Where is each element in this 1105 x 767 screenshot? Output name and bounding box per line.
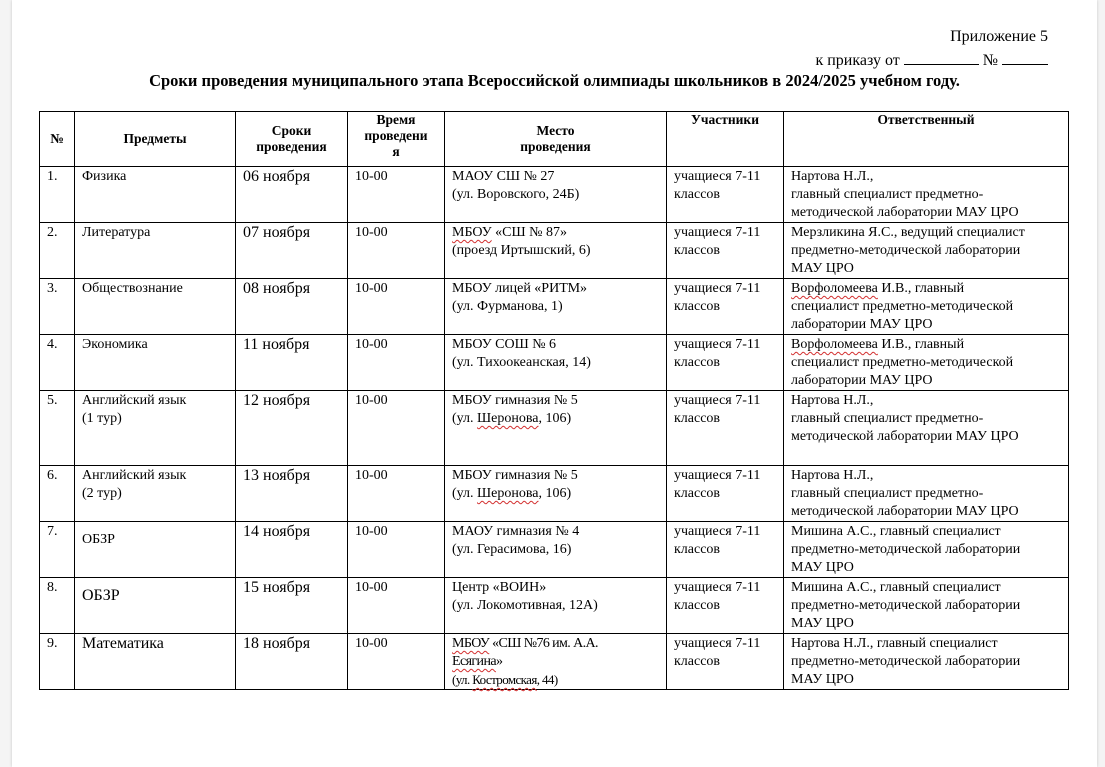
subject-cell: Экономика [75,335,236,391]
table-header-row [40,112,1069,167]
participants-cell: учащиеся 7-11 классов [667,522,784,578]
column-header-participants: Участники [667,112,784,167]
column-header-place: Место проведения [445,112,667,167]
order-number-blank [1002,50,1048,65]
date-cell: 14 ноября [236,522,348,578]
spellcheck-word: МБОУ [452,636,490,651]
spellcheck-word: Шеронова [477,411,539,426]
time-cell: 10-00 [348,223,445,279]
responsible-cell: Нартова Н.Л., главный специалист предметно- методической лаборатории МАУ ЦРО [784,167,1069,223]
appendix-label: Приложение 5 [950,28,1048,45]
table-row [40,634,1069,690]
table-row [40,466,1069,522]
date-cell: 18 ноября [236,634,348,690]
responsible-cell: Ворфоломеева И.В., главный специалист предметно-методической лаборатории МАУ ЦРО [784,335,1069,391]
column-header-number: № [40,112,75,167]
order-reference [815,50,1048,70]
time-cell: 10-00 [348,167,445,223]
subject-cell: ОБЗР [75,522,236,578]
date-cell: 13 ноября [236,466,348,522]
row-number: 6. [40,466,75,522]
place-cell: МБОУ «СШ № 87» (проезд Иртышский, 6) [445,223,667,279]
place-cell: МБОУ «СШ №76 им. А.А. Есягина» (ул. Костромская, 44) [445,634,667,690]
place-cell: МБОУ СОШ № 6 (ул. Тихоокеанская, 14) [445,335,667,391]
date-cell: 08 ноября [236,279,348,335]
place-cell: МБОУ гимназия № 5 (ул. Шеронова, 106) [445,391,667,466]
row-number: 1. [40,167,75,223]
place-cell: МАОУ СШ № 27 (ул. Воровского, 24Б) [445,167,667,223]
place-cell: Центр «ВОИН» (ул. Локомотивная, 12А) [445,578,667,634]
participants-cell: учащиеся 7-11 классов [667,466,784,522]
responsible-cell: Нартова Н.Л., главный специалист предметно- методической лаборатории МАУ ЦРО [784,466,1069,522]
table-row [40,223,1069,279]
document-page [12,0,1097,767]
responsible-cell: Нартова Н.Л., главный специалист предметно-методической лаборатории МАУ ЦРО [784,634,1069,690]
place-cell: МБОУ гимназия № 5 (ул. Шеронова, 106) [445,466,667,522]
time-cell: 10-00 [348,466,445,522]
table-row [40,335,1069,391]
table-row [40,522,1069,578]
table-row [40,167,1069,223]
olympiad-schedule-table [39,111,1069,690]
date-cell: 06 ноября [236,167,348,223]
row-number: 7. [40,522,75,578]
participants-cell: учащиеся 7-11 классов [667,335,784,391]
column-header-responsible: Ответственный [784,112,1069,167]
subject-cell: Математика [75,634,236,690]
column-header-dates: Сроки проведения [236,112,348,167]
spellcheck-word: МБОУ [452,225,492,240]
spellcheck-word: Ворфоломеева [791,281,878,296]
time-cell: 10-00 [348,391,445,466]
place-cell: МАОУ гимназия № 4 (ул. Герасимова, 16) [445,522,667,578]
date-cell: 11 ноября [236,335,348,391]
row-number: 8. [40,578,75,634]
subject-cell: Английский язык (1 тур) [75,391,236,466]
spellcheck-word: Костромская [472,672,537,687]
place-cell: МБОУ лицей «РИТМ» (ул. Фурманова, 1) [445,279,667,335]
column-header-time: Время проведени я [348,112,445,167]
row-number: 3. [40,279,75,335]
responsible-cell: Ворфоломеева И.В., главный специалист предметно-методической лаборатории МАУ ЦРО [784,279,1069,335]
spellcheck-word: Шеронова [477,486,539,501]
document-title: Сроки проведения муниципального этапа Всероссийской олимпиады школьников в 2024/2025 учебном году. [149,71,960,90]
table-row [40,279,1069,335]
date-cell: 15 ноября [236,578,348,634]
order-date-blank [904,50,979,65]
row-number: 5. [40,391,75,466]
responsible-cell: Нартова Н.Л., главный специалист предметно- методической лаборатории МАУ ЦРО [784,391,1069,466]
participants-cell: учащиеся 7-11 классов [667,578,784,634]
subject-cell: Литература [75,223,236,279]
time-cell: 10-00 [348,578,445,634]
order-number-sign: № [982,52,998,69]
responsible-cell: Мишина А.С., главный специалист предметно-методической лаборатории МАУ ЦРО [784,578,1069,634]
row-number: 2. [40,223,75,279]
time-cell: 10-00 [348,522,445,578]
subject-cell: Обществознание [75,279,236,335]
date-cell: 07 ноября [236,223,348,279]
table-row [40,391,1069,466]
time-cell: 10-00 [348,335,445,391]
subject-cell: Английский язык (2 тур) [75,466,236,522]
table-row [40,578,1069,634]
time-cell: 10-00 [348,279,445,335]
row-number: 4. [40,335,75,391]
row-number: 9. [40,634,75,690]
participants-cell: учащиеся 7-11 классов [667,167,784,223]
participants-cell: учащиеся 7-11 классов [667,279,784,335]
subject-cell: ОБЗР [75,578,236,634]
participants-cell: учащиеся 7-11 классов [667,634,784,690]
subject-cell: Физика [75,167,236,223]
responsible-cell: Мерзликина Я.С., ведущий специалист предметно-методической лаборатории МАУ ЦРО [784,223,1069,279]
spellcheck-word: Есягина [452,654,496,669]
spellcheck-word: Ворфоломеева [791,337,878,352]
participants-cell: учащиеся 7-11 классов [667,391,784,466]
responsible-cell: Мишина А.С., главный специалист предметно-методической лаборатории МАУ ЦРО [784,522,1069,578]
column-header-subjects: Предметы [75,112,236,167]
participants-cell: учащиеся 7-11 классов [667,223,784,279]
order-ref-prefix: к приказу от [815,52,900,69]
time-cell: 10-00 [348,634,445,690]
date-cell: 12 ноября [236,391,348,466]
